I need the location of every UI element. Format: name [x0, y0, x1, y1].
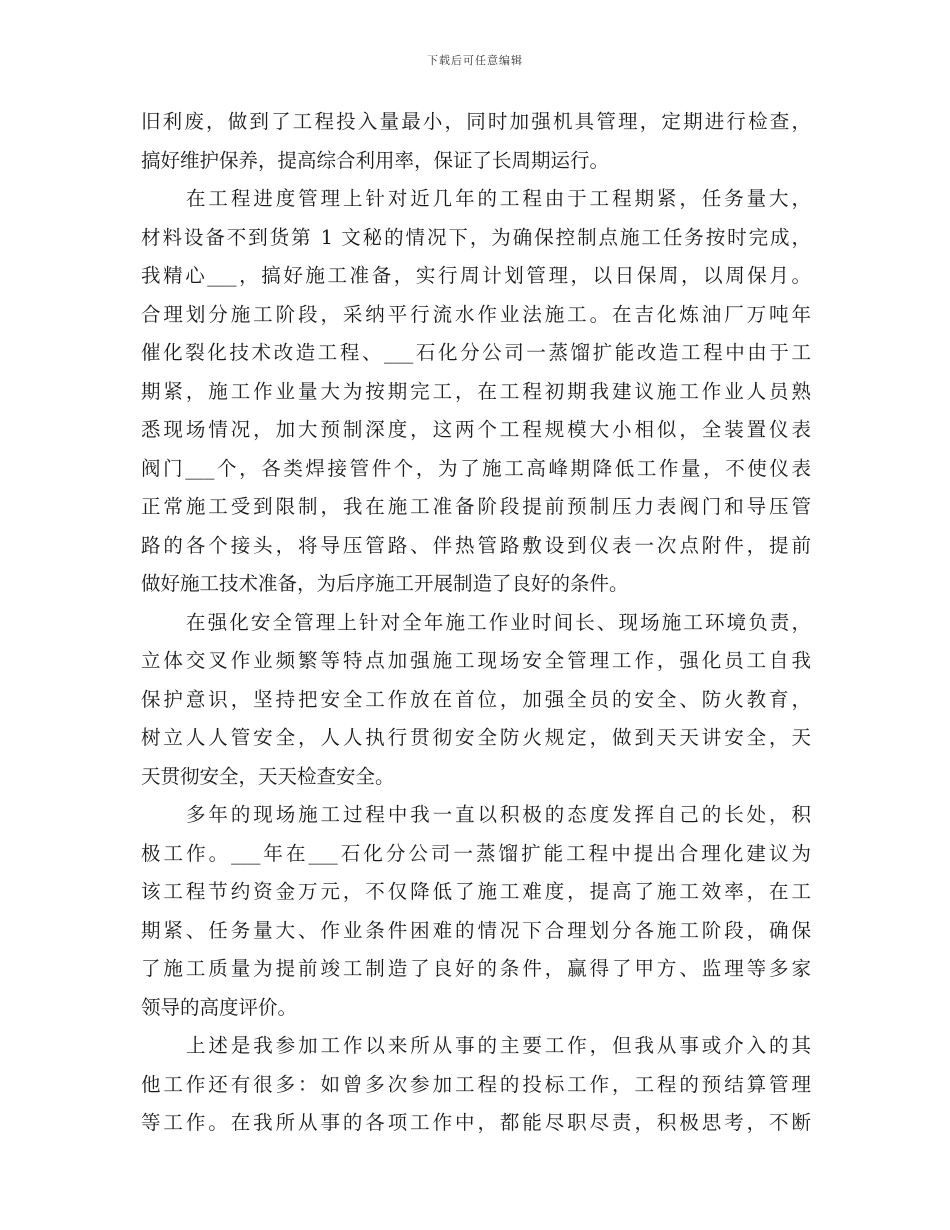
text-line: 期紧，施工作业量大为按期完工，在工程初期我建议施工作业人员熟	[141, 379, 811, 403]
paragraph	[141, 180, 811, 604]
text-line: 路的各个接头，将导压管路、伴热管路敷设到仪表一次点附件，提前	[141, 533, 811, 557]
text-line: 在强化安全管理上针对全年施工作业时间长、现场施工环境负责，	[186, 610, 811, 634]
text-line: 我精心___，搞好施工准备，实行周计划管理，以日保周，以周保月。	[141, 264, 811, 287]
text-line: 阀门___个，各类焊接管件个，为了施工高峰期降低工作量，不使仪表	[141, 456, 811, 480]
text-line: 催化裂化技术改造工程、___石化分公司一蒸馏扩能改造工程中由于工	[141, 341, 811, 364]
paragraph	[141, 103, 811, 180]
text-line: 领导的高度评价。	[141, 995, 298, 1019]
text-line: 他工作还有很多：如曾多次参加工程的投标工作，工程的预结算管理	[141, 1072, 811, 1096]
text-line: 期紧、任务量大、作业条件困难的情况下合理划分各施工阶段，确保	[141, 918, 811, 942]
text-line: 立体交叉作业频繁等特点加强施工现场安全管理工作，强化员工自我	[141, 649, 811, 672]
document-body	[141, 103, 811, 1143]
paragraph	[141, 604, 811, 797]
text-line: 正常施工受到限制，我在施工准备阶段提前预制压力表阀门和导压管	[141, 495, 811, 518]
text-line: 极工作。___年在___石化分公司一蒸馏扩能工程中提出合理化建议为	[141, 841, 811, 865]
text-line: 搞好维护保养，提高综合利用率，保证了长周期运行。	[141, 148, 610, 172]
text-line: 了施工质量为提前竣工制造了良好的条件，赢得了甲方、监理等多家	[141, 957, 811, 980]
text-line: 材料设备不到货第 1 文秘的情况下，为确保控制点施工任务按时完成，	[141, 225, 811, 249]
text-line: 天贯彻安全，天天检查安全。	[141, 764, 395, 788]
text-line: 等工作。在我所从事的各项工作中，都能尽职尽责，积极思考，不断	[141, 1111, 811, 1134]
text-line: 悉现场情况，加大预制深度，这两个工程规模大小相似，全装置仪表	[141, 418, 811, 441]
text-line: 合理划分施工阶段，采纳平行流水作业法施工。在吉化炼油厂万吨年	[141, 302, 811, 326]
page-header: 下载后可任意编辑	[427, 54, 523, 67]
text-line: 保护意识，坚持把安全工作放在首位，加强全员的安全、防火教育，	[141, 687, 811, 711]
text-line: 树立人人管安全，人人执行贯彻安全防火规定，做到天天讲安全，天	[141, 726, 811, 749]
text-line: 做好施工技术准备，为后序施工开展制造了良好的条件。	[141, 572, 629, 595]
text-line: 旧利废，做到了工程投入量最小，同时加强机具管理，定期进行检查，	[141, 110, 811, 133]
text-line: 多年的现场施工过程中我一直以积极的态度发挥自己的长处，积	[186, 803, 811, 826]
text-line: 该工程节约资金万元，不仅降低了施工难度，提高了施工效率，在工	[141, 880, 811, 903]
text-line: 上述是我参加工作以来所从事的主要工作，但我从事或介入的其	[186, 1034, 811, 1057]
paragraph	[141, 796, 811, 1027]
paragraph	[141, 1027, 811, 1143]
text-line: 在工程进度管理上针对近几年的工程由于工程期紧，任务量大，	[186, 187, 811, 210]
